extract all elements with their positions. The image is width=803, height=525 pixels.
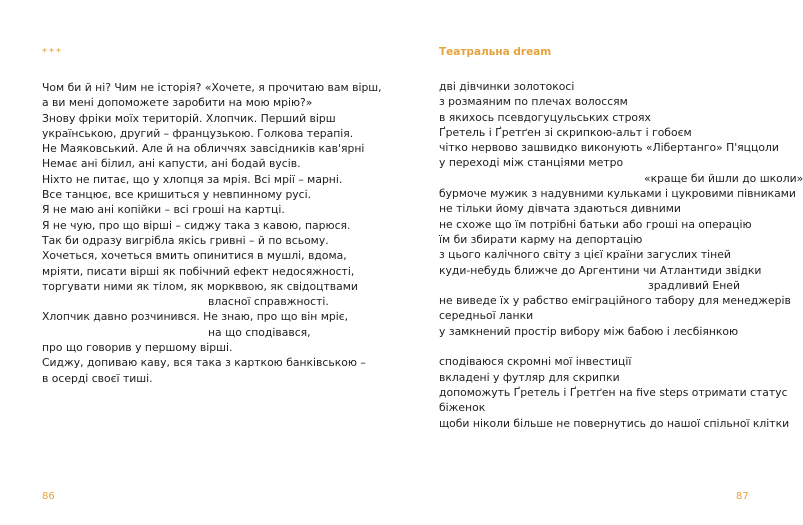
left-page: [0, 0, 392, 525]
poem-line: в якихось псевдогуцульських строях: [439, 110, 651, 124]
poem-line: Я не маю ані копійки – всі гроші на картці.: [42, 203, 285, 217]
poem-line: сподіваюся скромні мої інвестиції: [439, 355, 632, 369]
poem-line: вкладені у футляр для скрипки: [439, 370, 620, 384]
poem-title: Театральна dream: [439, 46, 552, 58]
poem-line: мріяти, писати вірші як побічний ефект недосяжності,: [42, 264, 355, 278]
poem-line: а ви мені допоможете заробити на мою мрію?»: [42, 96, 313, 110]
poem-line: Я не чую, про що вірші – сиджу така з кавою, парюся.: [42, 218, 351, 232]
poem-line: щоби ніколи більше не повернутись до нашої спільної клітки: [439, 416, 790, 430]
poem-line: зрадливий Еней: [648, 278, 740, 292]
poem-line: їм би збирати карму на депортацію: [439, 232, 643, 246]
page-number-left: 86: [42, 491, 55, 502]
poem-line: у замкнений простір вибору між бабою і лесбіянкою: [439, 324, 739, 338]
poem-line: Ґретель і Ґретґен зі скрипкою-альт і гобоєм: [439, 125, 692, 139]
poem-line: «краще би йшли до школи»: [644, 171, 803, 185]
poem-line: Ніхто не питає, що у хлопця за мрія. Всі мрії – марні.: [42, 172, 343, 186]
poem-line: Все танцює, все кришиться у невпинному русі.: [42, 188, 312, 202]
poem-line: Хлопчик давно розчинився. Не знаю, про що він мріє,: [42, 310, 349, 324]
poem-line: Так би одразу вигрібла якісь гривні – й по всьому.: [42, 233, 329, 247]
poem-line: середньої ланки: [439, 309, 534, 323]
poem-line: з розмаяним по плечах волоссям: [439, 95, 628, 109]
poem-line: [439, 339, 803, 354]
left-poem: [42, 80, 382, 386]
poem-line: допоможуть Ґретель і Ґретґен на five steps отримати статус: [439, 385, 788, 399]
page-number-right: 87: [736, 491, 749, 502]
poem-line: у переході між станціями метро: [439, 156, 624, 170]
poem-line: не тільки йому дівчата здаються дивними: [439, 202, 681, 216]
poem-line: Хочеться, хочеться вмить опинитися в мушлі, вдома,: [42, 249, 347, 263]
right-poem: [439, 79, 803, 431]
poem-line: чітко нервово зашвидко виконують «Лібертанго» П'яццоли: [439, 141, 779, 155]
poem-line: Немає ані білил, ані капусти, ані бодай вусів.: [42, 157, 301, 171]
poem-line: українською, другий – французькою. Голкова терапія.: [42, 126, 354, 140]
poem-line: в осерді своєї тиші.: [42, 371, 153, 385]
poem-line: Знову фріки моїх територій. Хлопчик. Перший вірш: [42, 111, 336, 125]
poem-line: куди-небудь ближче до Аргентини чи Атлантиди звідки: [439, 263, 762, 277]
poem-line: Чом би й ні? Чим не історія? «Хочете, я прочитаю вам вірш,: [42, 81, 382, 94]
poem-line: на що сподівався,: [208, 325, 311, 339]
poem-line: Сиджу, допиваю каву, вся така з карткою банківською –: [42, 356, 366, 370]
poem-line: Не Маяковський. Але й на обличчях завсідників кав'ярні: [42, 142, 365, 156]
poem-line: торгувати ними як тілом, як моркввою, як свідоцтвами: [42, 279, 358, 293]
poem-line: дві дівчинки золотокосі: [439, 80, 575, 93]
poem-line: бурмоче мужик з надувними кульками і цукровими півниками: [439, 187, 796, 201]
right-page: [392, 0, 803, 525]
poem-line: власної справжності.: [208, 295, 329, 309]
poem-line: не схоже що їм потрібні батьки або гроші на операцію: [439, 217, 752, 231]
poem-line: біженок: [439, 401, 486, 415]
poem-line: про що говорив у першому вірші.: [42, 341, 233, 355]
poem-line: з цього калічного світу з цієї країни загуслих тіней: [439, 248, 731, 262]
poem-line: не виведе їх у рабство еміграційного табору для менеджерів: [439, 294, 791, 308]
section-ornament: ***: [42, 47, 63, 58]
